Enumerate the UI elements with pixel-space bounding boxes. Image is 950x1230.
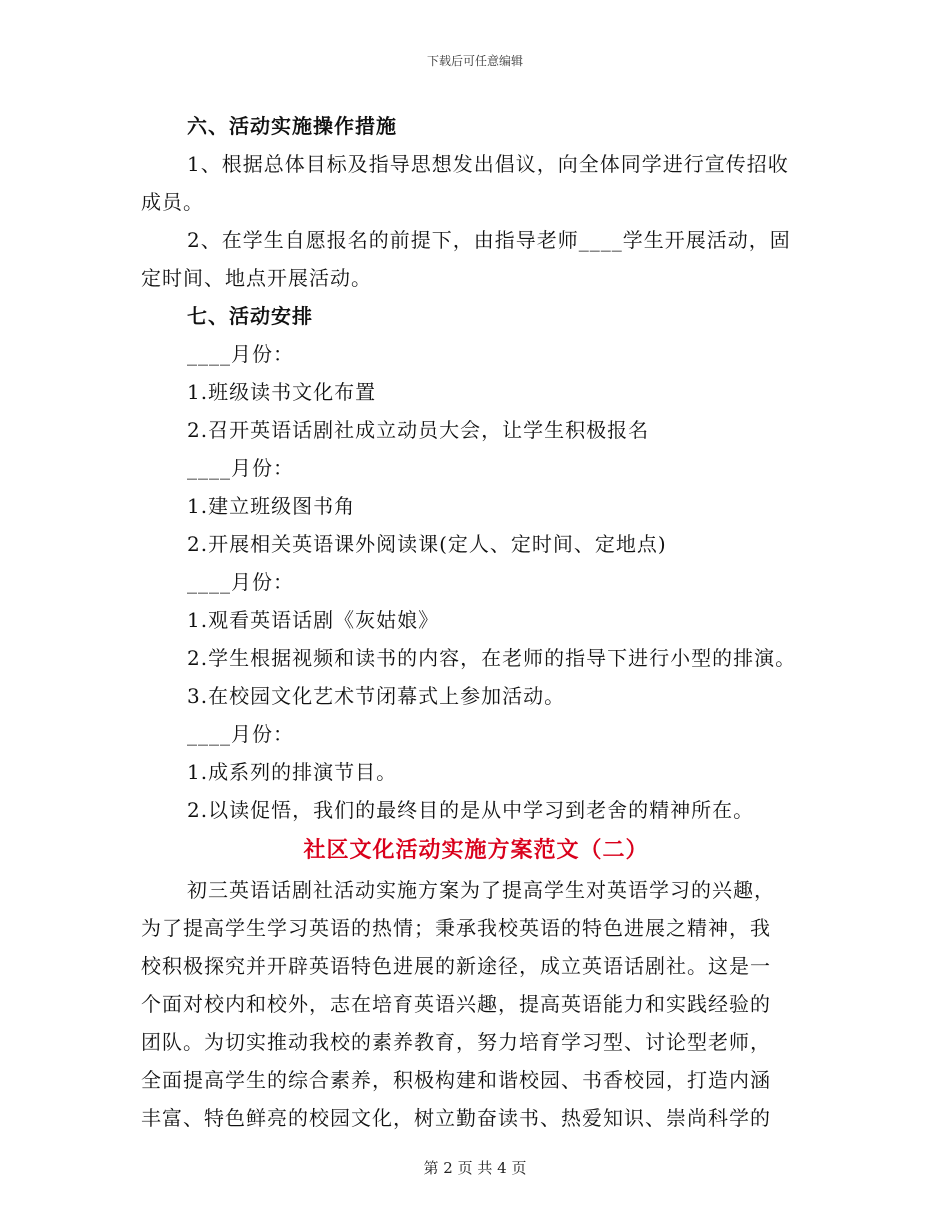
section-6-item-2: 2、在学生自愿报名的前提下，由指导老师____学生开展活动，固 (187, 228, 791, 252)
paragraph-line: 团队。为切实推动我校的素养教育，努力培育学习型、讨论型老师， (141, 1030, 771, 1054)
month-item: 1.建立班级图书角 (187, 494, 356, 518)
month-item: 1.班级读书文化布置 (187, 380, 377, 404)
page-header-note: 下载后可任意编辑 (426, 54, 523, 68)
paragraph-line: 个面对校内和校外，志在培育英语兴趣，提高英语能力和实践经验的 (141, 992, 771, 1016)
paragraph-line: 为了提高学生学习英语的热情；秉承我校英语的特色进展之精神，我 (141, 916, 771, 940)
month-item: 2.开展相关英语课外阅读课(定人、定时间、定地点) (187, 532, 667, 556)
section-6-heading: 六、活动实施操作措施 (187, 114, 397, 138)
section-6-item-1: 1、根据总体目标及指导思想发出倡议，向全体同学进行宣传招收 (187, 152, 789, 176)
month-item: 2.召开英语话剧社成立动员大会，让学生积极报名 (187, 418, 650, 442)
paragraph-line: 丰富、特色鲜亮的校园文化，树立勤奋读书、热爱知识、崇尚科学的 (141, 1106, 771, 1130)
document-body (141, 107, 811, 1137)
section-6-item-1-cont: 成员。 (141, 190, 204, 214)
month-label: ____月份： (187, 456, 294, 480)
paragraph-line: 初三英语话剧社活动实施方案为了提高学生对英语学习的兴趣， (187, 878, 775, 902)
section-6-item-2-cont: 定时间、地点开展活动。 (141, 266, 372, 290)
section-title-part-2: 社区文化活动实施方案范文（二） (303, 837, 649, 863)
month-item: 1.成系列的排演节目。 (187, 760, 398, 784)
paragraph-line: 全面提高学生的综合素养，积极构建和谐校园、书香校园，打造内涵 (141, 1068, 771, 1092)
month-label: ____月份： (187, 722, 294, 746)
month-item: 3.在校园文化艺术节闭幕式上参加活动。 (187, 684, 566, 708)
month-item: 2.以读促悟，我们的最终目的是从中学习到老舍的精神所在。 (187, 798, 755, 822)
page-number: 第 2 页 共 4 页 (423, 1159, 527, 1177)
month-label: ____月份： (187, 570, 294, 594)
month-item: 1.观看英语话剧《灰姑娘》 (187, 608, 440, 632)
month-item: 2.学生根据视频和读书的内容，在老师的指导下进行小型的排演。 (187, 646, 797, 670)
month-label: ____月份： (187, 342, 294, 366)
section-7-heading: 七、活动安排 (187, 304, 313, 328)
paragraph-line: 校积极探究并开辟英语特色进展的新途径，成立英语话剧社。这是一 (141, 954, 771, 978)
